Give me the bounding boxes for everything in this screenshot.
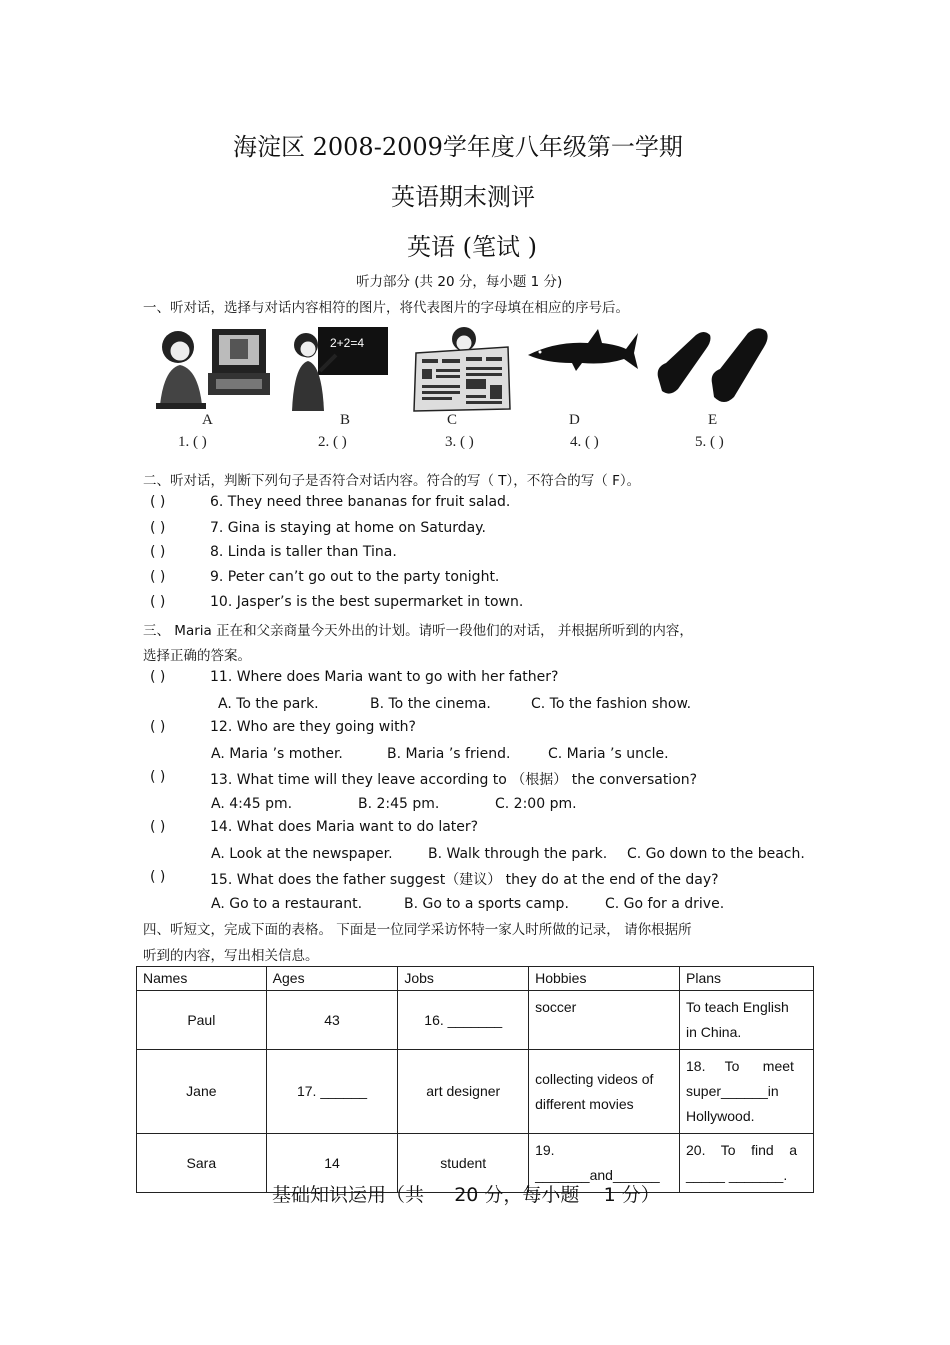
mc-option[interactable]: B. To the cinema. (370, 696, 491, 712)
table-header-row (137, 967, 814, 991)
person-reading-newspaper-icon (410, 325, 514, 413)
picture-a (152, 325, 270, 413)
mc-question: 11. Where does Maria want to go with her father? (210, 669, 559, 685)
student-at-blackboard-icon (288, 325, 390, 413)
mc-option[interactable]: B. Walk through the park. (428, 846, 608, 862)
header-names: Names (137, 967, 267, 991)
mc-option[interactable]: C. Go for a drive. (605, 896, 725, 912)
hobby-line: collecting videos of (535, 1070, 654, 1087)
part4-instruction-continued: 听到的内容，写出相关信息。 (143, 948, 319, 964)
cell-age-blank[interactable]: 17. ______ (266, 1050, 398, 1134)
mc-option[interactable]: C. Go down to the beach. (627, 846, 805, 862)
tf-paren[interactable]: ( ) (150, 594, 166, 610)
cell-job: art designer (398, 1050, 529, 1134)
cell-age: 14 (266, 1134, 398, 1193)
picture-letter: C (447, 412, 458, 428)
mc-option[interactable]: B. Go to a sports camp. (404, 896, 569, 912)
girl-watching-tv-icon (152, 325, 270, 413)
cell-hobby (529, 1050, 680, 1134)
cell-plan-blank[interactable] (680, 1050, 814, 1134)
svg-text:2+2=4: 2+2=4 (330, 336, 365, 350)
answer-blank-5[interactable]: 5. ( ) (695, 434, 724, 450)
cell-job: student (398, 1134, 529, 1193)
title-line-3: 英语 (笔试 ) (407, 233, 537, 261)
cell-age: 43 (266, 991, 398, 1050)
tf-question: 10. Jasper’s is the best supermarket in town. (210, 594, 524, 610)
table-row (137, 991, 814, 1050)
plan-line: 18. To meet (686, 1058, 794, 1074)
title-line-1: 海淀区 2008-2009学年度八年级第一学期 (233, 133, 683, 161)
mc-question: 14. What does Maria want to do later? (210, 819, 479, 835)
tf-paren[interactable]: ( ) (150, 544, 166, 560)
cell-name: Paul (137, 991, 267, 1050)
header-plans: Plans (680, 967, 814, 991)
part2-instruction: 二、听对话，判断下列句子是否符合对话内容。符合的写（ T），不符合的写（ F）。 (143, 473, 641, 489)
picture-d (526, 325, 640, 413)
answer-blank-2[interactable]: 2. ( ) (318, 434, 347, 450)
mc-question: 13. What time will they leave according to （根据） the conversation? (210, 772, 698, 788)
cell-name: Sara (137, 1134, 267, 1193)
answer-blank-1[interactable]: 1. ( ) (178, 434, 207, 450)
picture-c (410, 325, 514, 413)
family-info-table (136, 966, 814, 1193)
mc-option[interactable]: A. Look at the newspaper. (211, 846, 393, 862)
mc-paren[interactable]: ( ) (150, 769, 166, 785)
picture-e (652, 325, 774, 413)
mc-option[interactable]: A. Go to a restaurant. (211, 896, 363, 912)
plan-line: To teach English (686, 999, 789, 1015)
table-row (137, 1050, 814, 1134)
mc-option[interactable]: C. To the fashion show. (531, 696, 692, 712)
basics-heading: 基础知识运用（共 20 分，每小题 1 分） (272, 1184, 660, 1206)
part1-instruction: 一、听对话，选择与对话内容相符的图片，将代表图片的字母填在相应的序号后。 (143, 300, 629, 316)
part3-instruction: 三、 Maria 正在和父亲商量今天外出的计划。请听一段他们的对话， 并根据所听到的内容， (143, 623, 693, 639)
cell-plan-blank[interactable] (680, 1134, 814, 1193)
cell-hobby: soccer (529, 991, 680, 1050)
listening-heading: 听力部分 (共 20 分，每小题 1 分) (356, 274, 563, 290)
mc-option[interactable]: A. 4:45 pm. (211, 796, 293, 812)
hobby-line: 19. (535, 1142, 555, 1158)
mc-option[interactable]: C. Maria ’s uncle. (548, 746, 669, 762)
mc-question: 12. Who are they going with? (210, 719, 416, 735)
header-hobbies: Hobbies (529, 967, 680, 991)
tf-paren[interactable]: ( ) (150, 569, 166, 585)
plan-line: 20. To find a (686, 1142, 798, 1158)
answer-blank-4[interactable]: 4. ( ) (570, 434, 599, 450)
cell-plan (680, 991, 814, 1050)
cell-name: Jane (137, 1050, 267, 1134)
header-ages: Ages (266, 967, 398, 991)
hobby-line: different movies (535, 1095, 634, 1112)
plan-line: _____ _______. (686, 1167, 788, 1183)
answer-blank-3[interactable]: 3. ( ) (445, 434, 474, 450)
mc-option[interactable]: C. 2:00 pm. (495, 796, 577, 812)
mc-paren[interactable]: ( ) (150, 819, 166, 835)
tf-paren[interactable]: ( ) (150, 520, 166, 536)
hobby-line: _______and______ (535, 1167, 660, 1183)
plan-line: super______in (686, 1083, 779, 1099)
picture-letter: B (340, 412, 351, 428)
mc-option[interactable]: A. To the park. (218, 696, 319, 712)
mc-option[interactable]: B. 2:45 pm. (358, 796, 440, 812)
picture-letter: E (708, 412, 718, 428)
mc-option[interactable]: B. Maria ’s friend. (387, 746, 511, 762)
mc-paren[interactable]: ( ) (150, 719, 166, 735)
header-jobs: Jobs (398, 967, 529, 991)
tf-question: 6. They need three bananas for fruit salad. (210, 494, 511, 510)
sneakers-icon (652, 325, 774, 413)
plan-line: Hollywood. (686, 1108, 755, 1124)
title-line-2: 英语期末测评 (391, 183, 535, 211)
picture-letter: D (569, 412, 580, 428)
tf-paren[interactable]: ( ) (150, 494, 166, 510)
shark-icon (526, 325, 640, 413)
picture-letter: A (202, 412, 213, 428)
part4-instruction: 四、听短文，完成下面的表格。 下面是一位同学采访怀特一家人时所做的记录， 请你根据所 (143, 922, 692, 938)
mc-paren[interactable]: ( ) (150, 669, 166, 685)
mc-option[interactable]: A. Maria ’s mother. (211, 746, 343, 762)
mc-question: 15. What does the father suggest（建议） they do at the end of the day? (210, 872, 719, 888)
tf-question: 9. Peter can’t go out to the party tonight. (210, 569, 500, 585)
part3-instruction-continued: 选择正确的答案。 (143, 648, 251, 664)
cell-job-blank[interactable]: 16. _______ (398, 991, 529, 1050)
tf-question: 8. Linda is taller than Tina. (210, 544, 397, 560)
picture-b (288, 325, 390, 413)
plan-line: in China. (686, 1024, 742, 1040)
mc-paren[interactable]: ( ) (150, 869, 166, 885)
tf-question: 7. Gina is staying at home on Saturday. (210, 520, 486, 536)
